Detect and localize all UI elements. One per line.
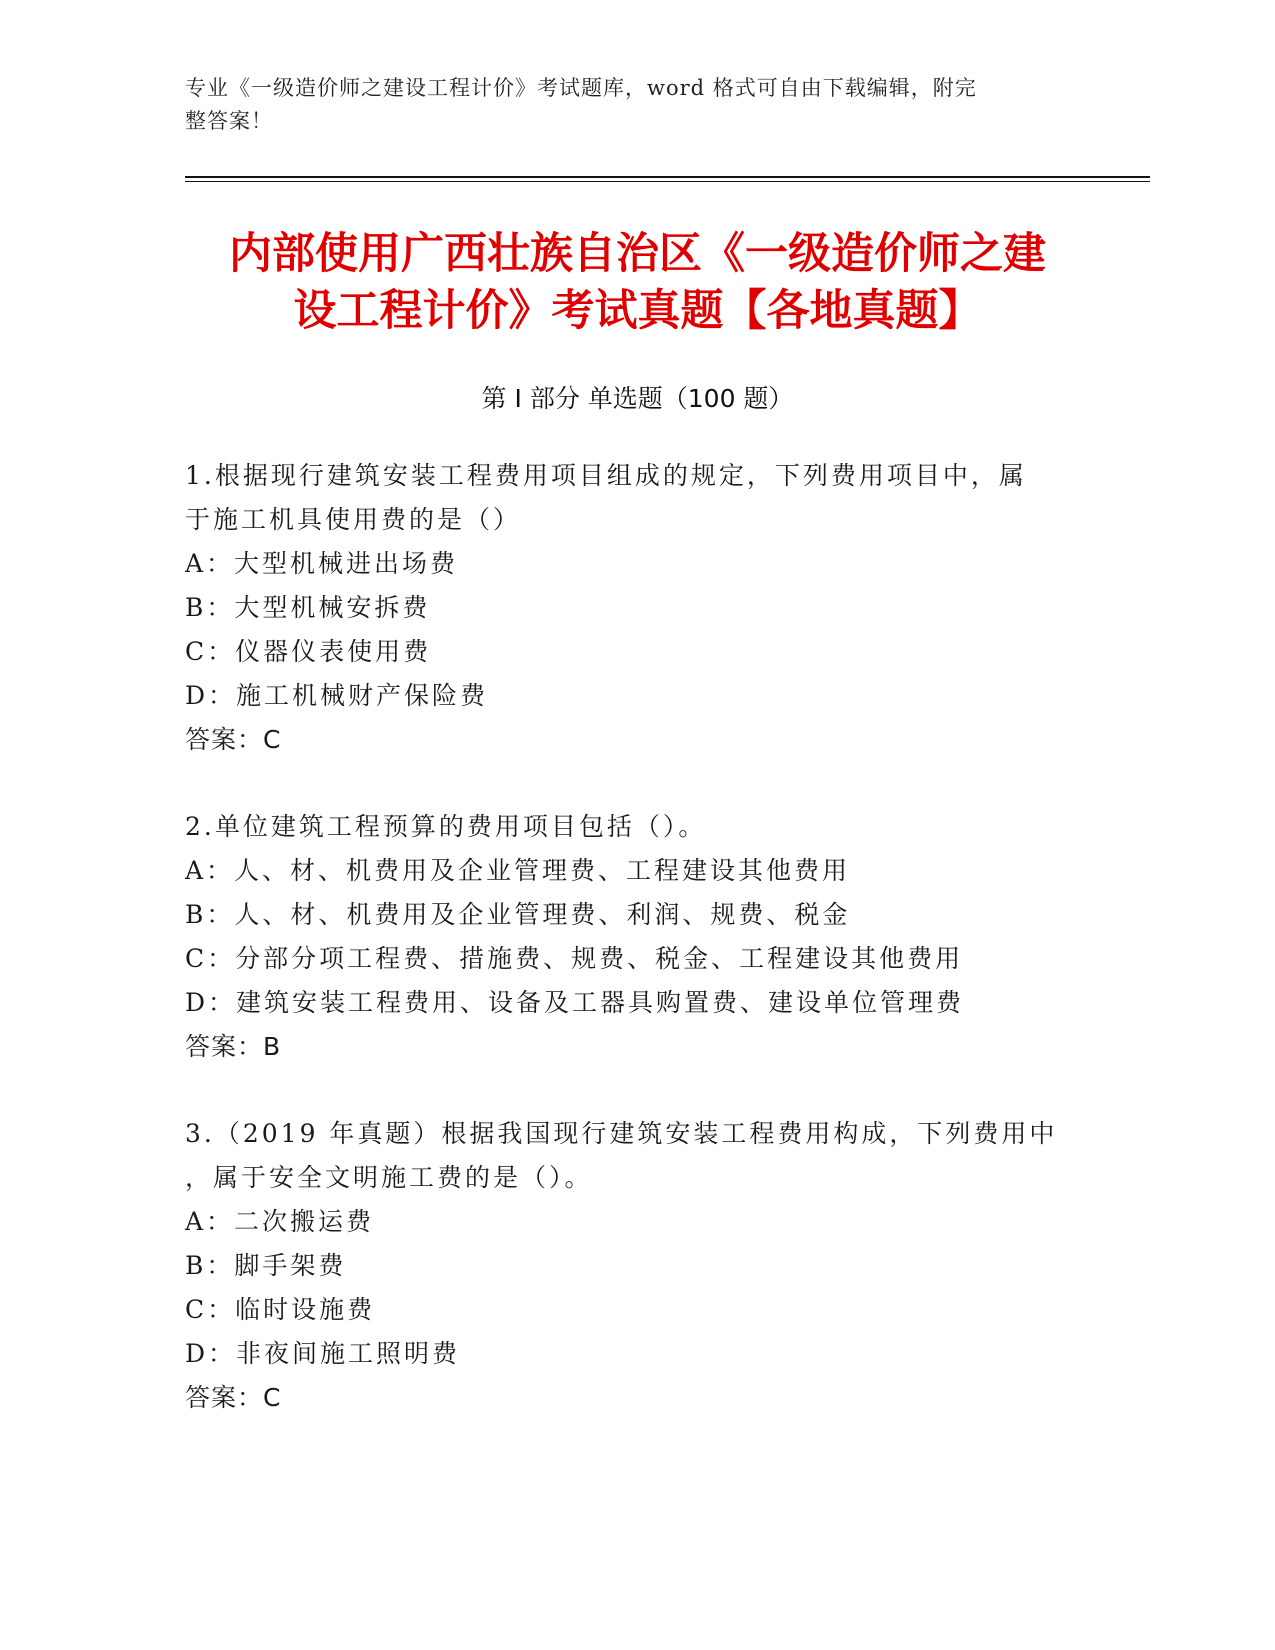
- question-3-answer: 答案：C: [185, 1383, 282, 1412]
- header-divider-thick: [185, 176, 1150, 178]
- question-3-option-b: B：脚手架费: [185, 1251, 347, 1280]
- question-2-option-d: D：建筑安装工程费用、设备及工器具购置费、建设单位管理费: [185, 988, 965, 1017]
- question-3-option-d: D：非夜间施工照明费: [185, 1339, 461, 1368]
- document-title-line-1: 内部使用广西壮族自治区《一级造价师之建: [229, 229, 1046, 279]
- question-2-option-b: B：人、材、机费用及企业管理费、利润、规费、税金: [185, 900, 851, 929]
- section-title: 第 I 部分 单选题（100 题）: [481, 384, 794, 413]
- question-1-stem-line-2: 于施工机具使用费的是（）: [185, 505, 522, 534]
- header-note: [185, 72, 1065, 138]
- question-3-option-a: A：二次搬运费: [185, 1207, 375, 1236]
- question-2-option-c: C：分部分项工程费、措施费、规费、税金、工程建设其他费用: [185, 944, 964, 973]
- header-divider-thin: [185, 181, 1150, 182]
- document-title-line-2: 设工程计价》考试真题【各地真题】: [293, 286, 982, 336]
- question-1-stem-line-1: 1.根据现行建筑安装工程费用项目组成的规定，下列费用项目中，属: [185, 461, 1027, 490]
- question-1-option-c: C：仪器仪表使用费: [185, 637, 432, 666]
- document-title: [150, 226, 1125, 340]
- question-1-option-b: B：大型机械安拆费: [185, 593, 431, 622]
- question-3-stem-line-2: ，属于安全文明施工费的是（）。: [185, 1163, 593, 1192]
- header-note-line-2: 整答案！: [185, 109, 273, 133]
- question-1-answer: 答案：C: [185, 725, 282, 754]
- question-2-stem-line-1: 2.单位建筑工程预算的费用项目包括（）。: [185, 812, 707, 841]
- header-note-line-1: 专业《一级造价师之建设工程计价》考试题库，word 格式可自由下载编辑，附完: [185, 76, 977, 100]
- question-1-option-d: D：施工机械财产保险费: [185, 681, 489, 710]
- question-2-answer: 答案：B: [185, 1032, 282, 1061]
- question-2-option-a: A：人、材、机费用及企业管理费、工程建设其他费用: [185, 856, 851, 885]
- question-1-option-a: A：大型机械进出场费: [185, 549, 459, 578]
- question-3-option-c: C：临时设施费: [185, 1295, 376, 1324]
- question-3-stem-line-1: 3.（2019 年真题）根据我国现行建筑安装工程费用构成，下列费用中: [185, 1119, 1058, 1148]
